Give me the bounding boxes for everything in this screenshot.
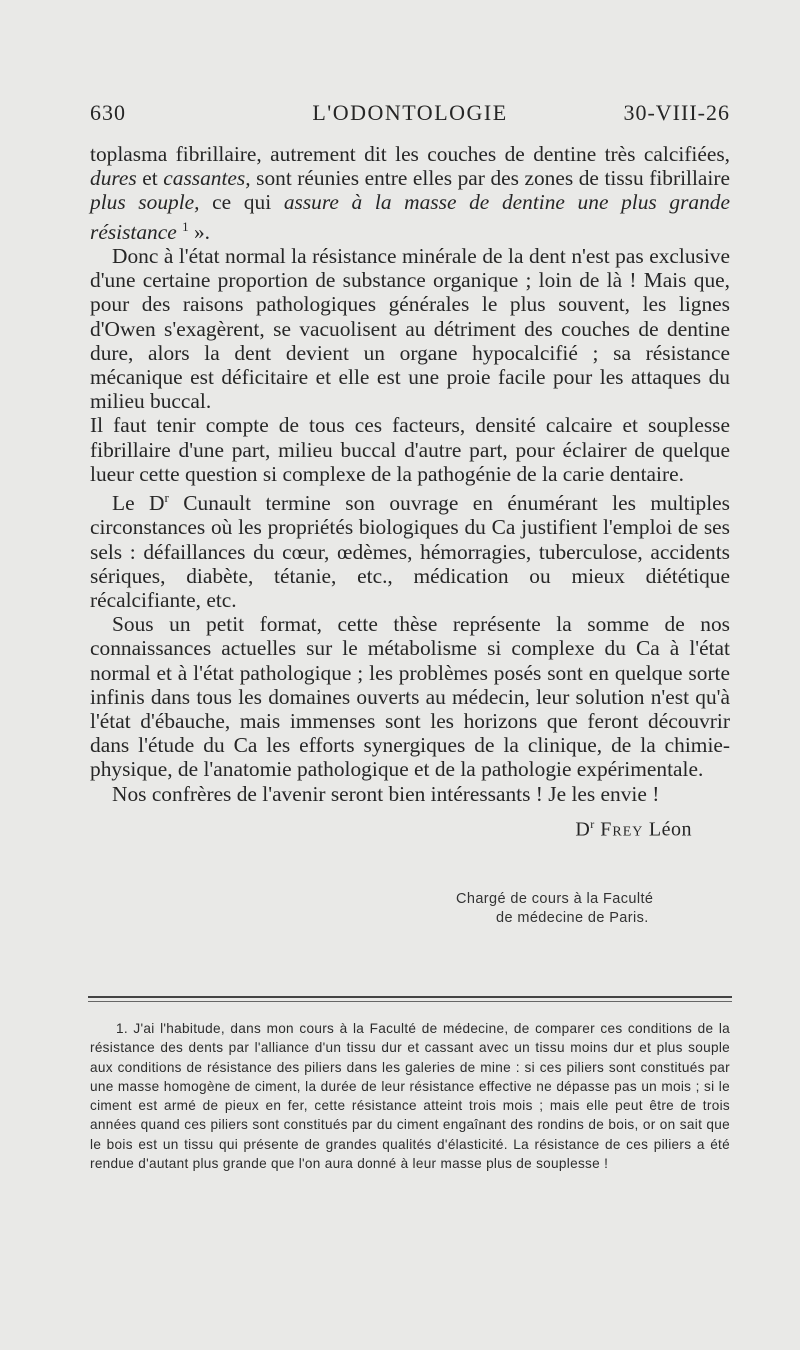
author-affiliation — [440, 890, 710, 928]
signature-superscript: r — [590, 816, 595, 831]
page-header — [90, 100, 730, 140]
footnote-ref: 1 — [182, 218, 189, 234]
paragraph-3: Il faut tenir compte de tous ces facteurs, densité calcaire et souplesse fibrillaire d'une part, milieu buccal d'autre part, pour éclairer de quelque lueur cette question si complexe de la pathogénie de la carie dentaire. — [90, 413, 730, 486]
italic-text: dures — [90, 166, 137, 191]
italic-text: plus souple, — [90, 190, 200, 215]
paragraph-1 — [90, 142, 730, 244]
italic-text: cassantes, — [163, 166, 251, 191]
paragraph-text: Cunault termine son ouvrage en énumérant les multiples circonstances où les propriétés biologiques du Ca justifient l'emploi de ses sels : défaillances du cœur, œdèmes, hémorragies, tuberculose, accidents sériques, diabète, tétanie, etc., médication ou mieux diététique récalcifiante, etc. — [90, 491, 730, 612]
footnote — [90, 1019, 730, 1173]
paragraph-text: sont réunies entre elles par des zones de tissu fibrillaire — [256, 166, 730, 191]
journal-title: L'ODONTOLOGIE — [312, 100, 508, 125]
paragraph-text: toplasma fibrillaire, autrement dit les couches de dentine très calcifiées, — [90, 142, 730, 166]
author-name: Frey — [600, 818, 644, 841]
author-first-name: Léon — [648, 818, 692, 841]
footnote-text: 1. J'ai l'habitude, dans mon cours à la Faculté de médecine, de comparer ces conditions de la résistance des dents par l'alliance d'un tissu dur et cassant avec un tissu moins dur et plus souple aux conditions de résistance des piliers dans les galeries de mine : si ces piliers sont constitués par une masse homogène de ciment, la durée de leur résistance effective ne dépasse pas un mois ; si le ciment est armé de pieux en fer, cette résistance atteint trois mois ; mais elle peut être de trois années quand ces piliers sont constitués par du ciment engaînant des rondins de bois, or on sait que le bois est un tissu qui présente de grandes qualités d'élasticité. La résistance de ces piliers a été rendue d'autant plus grande que l'on aura donné à leur masse plus de souplesse ! — [90, 1021, 730, 1172]
footnote-divider — [88, 996, 732, 1002]
paragraph-text: et — [142, 166, 158, 191]
paragraph-6: Nos confrères de l'avenir seront bien intéressants ! Je les envie ! — [112, 781, 660, 806]
paragraph-text: ce qui — [212, 190, 272, 215]
paragraph-2: Donc à l'état normal la résistance minérale de la dent n'est pas exclusive d'une certaine proportion de substance organique ; loin de là ! Mais que, pour des raisons pathologiques générales le plus souvent, les lignes d'Owen s'exagèrent, se vacuolisent au détriment des couches de dentine dure, alors la dent devient un organe hypocalcifié ; sa résistance mécanique est déficitaire et elle est une proie facile pour les attaques du milieu buccal. — [90, 243, 730, 414]
article-body — [90, 142, 730, 842]
italic-text: assure à la masse de dentine une plus grande résistance — [90, 190, 730, 244]
paragraph-text: ». — [193, 219, 210, 244]
paragraph-5: Sous un petit format, cette thèse représente la somme de nos connaissances actuelles sur le métabolisme si complexe du Ca à l'état normal et à l'état pathologique ; les problèmes posés sont en quelque sorte infinis dans tous les domaines ouverts au médecin, leur solution n'est qu'à l'état d'ébauche, mais immenses sont les horizons que feront découvrir dans l'étude du Ca les efforts synergiques de la clinique, de la chimie-physique, de l'anatomie pathologique et de la pathologie expérimentale. — [90, 612, 730, 782]
affiliation-line-1: Chargé de cours à la Faculté — [456, 891, 654, 907]
author-signature — [90, 812, 730, 842]
signature-prefix: D — [575, 818, 591, 841]
paragraph-text: Le D — [112, 491, 165, 516]
paragraph-4 — [90, 486, 730, 612]
affiliation-line-2: de médecine de Paris. — [496, 910, 649, 926]
page-number: 630 — [90, 100, 126, 125]
superscript: r — [164, 489, 169, 505]
issue-date: 30-VIII-26 — [623, 100, 730, 125]
